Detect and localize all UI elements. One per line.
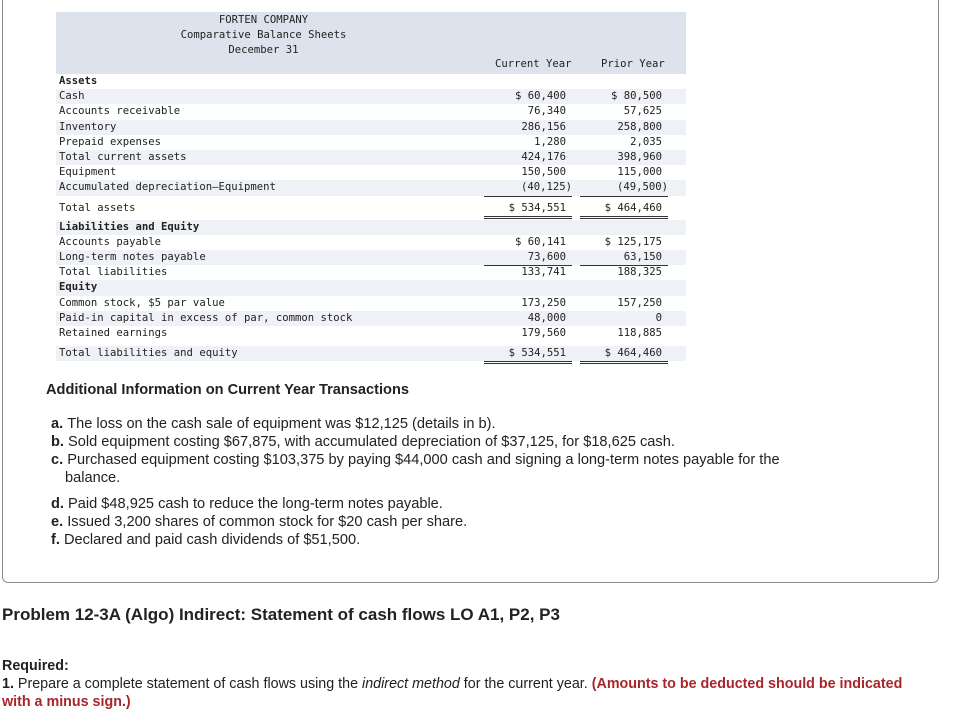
current-year-value: $ 60,141 — [514, 235, 566, 248]
additional-info-item: b. Sold equipment costing $67,875, with accumulated depreciation of $37,125, for $18,625 cash. — [51, 434, 675, 450]
row-label: Equity — [59, 281, 98, 294]
statement-title: Comparative Balance Sheets — [180, 29, 347, 41]
prior-year-value: 63,150 — [580, 250, 668, 266]
balance-sheet-row — [56, 150, 686, 165]
required-num: 1. — [2, 676, 14, 692]
required-section — [2, 657, 932, 711]
current-year-value: $ 60,400 — [514, 90, 566, 103]
balance-sheet-row — [56, 201, 686, 216]
prior-year-value: 157,250 — [617, 296, 662, 309]
row-label: Equipment — [59, 166, 117, 179]
current-year-value: 179,560 — [521, 327, 566, 339]
required-heading: Required: — [2, 658, 69, 674]
current-year-value: 76,340 — [527, 105, 566, 118]
additional-info-item: f. Declared and paid cash dividends of $51,500. — [51, 532, 361, 548]
row-label: Accumulated depreciation—Equipment — [59, 181, 276, 194]
row-label: Paid-in capital in excess of par, common stock — [59, 311, 353, 324]
row-label: Common stock, $5 par value — [59, 296, 225, 309]
required-text-after: for the current year. — [463, 676, 588, 692]
row-label: Total current assets — [59, 150, 187, 163]
row-label: Inventory — [59, 120, 117, 133]
balance-sheet-row — [56, 165, 686, 180]
additional-info-list — [46, 415, 906, 549]
balance-sheet-row — [56, 120, 686, 135]
current-year-value: 150,500 — [521, 166, 566, 179]
balance-sheet-row — [56, 296, 686, 311]
row-label: Retained earnings — [59, 327, 168, 339]
balance-sheet — [56, 12, 686, 361]
prior-year-value: 57,625 — [623, 105, 662, 118]
additional-info-item: d. Paid $48,925 cash to reduce the long-term notes payable. — [51, 496, 443, 512]
balance-sheet-row — [56, 346, 686, 361]
current-year-value: 48,000 — [527, 311, 566, 324]
row-label: Total liabilities — [59, 266, 168, 279]
col-current-year: Current Year — [495, 58, 572, 70]
balance-sheet-row — [56, 235, 686, 250]
balance-sheet-rows — [56, 74, 686, 361]
current-year-value: 73,600 — [484, 250, 572, 266]
additional-info — [46, 382, 906, 549]
row-label: Accounts payable — [59, 235, 162, 248]
balance-sheet-row — [56, 89, 686, 104]
prior-year-value: 0 — [655, 311, 662, 324]
balance-sheet-row — [56, 74, 686, 89]
statement-date: December 31 — [228, 44, 299, 56]
additional-info-item: a. The loss on the cash sale of equipment was $12,125 (details in b). — [51, 416, 496, 432]
row-label: Assets — [59, 75, 98, 87]
additional-info-heading: Additional Information on Current Year Transactions — [46, 382, 410, 398]
col-prior-year: Prior Year — [601, 58, 665, 70]
balance-sheet-row — [56, 311, 686, 326]
additional-info-item: e. Issued 3,200 shares of common stock for $20 cash per share. — [51, 514, 468, 530]
balance-sheet-row — [56, 104, 686, 119]
required-text-before: Prepare a complete statement of cash flows using the — [17, 676, 359, 692]
balance-sheet-header — [56, 12, 686, 74]
balance-sheet-row — [56, 326, 686, 341]
current-year-value: 1,280 — [484, 135, 572, 151]
row-label: Accounts receivable — [59, 105, 181, 118]
problem-title: Problem 12-3A (Algo) Indirect: Statement of cash flows LO A1, P2, P3 — [2, 605, 560, 624]
current-year-value: 173,250 — [521, 296, 566, 309]
row-label: Prepaid expenses — [59, 135, 162, 148]
additional-info-item: c. Purchased equipment costing $103,375 by paying $44,000 cash and signing a long-term notes payable for the balance. — [51, 452, 780, 486]
required-text — [2, 675, 932, 711]
prior-year-value: $ 125,175 — [604, 235, 662, 248]
prior-year-value: 398,960 — [617, 150, 662, 163]
row-label: Long-term notes payable — [59, 251, 206, 264]
current-year-value: 133,741 — [521, 266, 566, 279]
current-year-value: (40,125) — [484, 180, 572, 196]
prior-year-value: (49,500) — [580, 180, 668, 196]
prior-year-value: 118,885 — [617, 327, 662, 339]
row-label: Liabilities and Equity — [59, 220, 200, 233]
prior-year-value: 188,325 — [617, 266, 662, 279]
balance-sheet-row — [56, 250, 686, 265]
required-red-note: (Amounts to be deducted should be indicated with a minus sign.) — [2, 676, 903, 710]
current-year-value: 286,156 — [521, 120, 566, 133]
balance-sheet-row — [56, 280, 686, 295]
company-name: FORTEN COMPANY — [218, 14, 309, 26]
row-label: Cash — [59, 90, 85, 103]
balance-sheet-row — [56, 180, 686, 195]
prior-year-value: $ 80,500 — [610, 90, 662, 103]
balance-sheet-row — [56, 220, 686, 235]
balance-sheet-row — [56, 135, 686, 150]
prior-year-value: $ 464,460 — [580, 346, 668, 364]
row-label: Total assets — [59, 201, 136, 214]
prior-year-value: 258,800 — [617, 120, 662, 133]
prior-year-value: $ 464,460 — [580, 201, 668, 219]
balance-sheet-row — [56, 265, 686, 280]
row-label: Total liabilities and equity — [59, 347, 238, 360]
prior-year-value: 2,035 — [580, 135, 668, 151]
prior-year-value: 115,000 — [617, 166, 662, 179]
current-year-value: $ 534,551 — [484, 201, 572, 219]
current-year-value: 424,176 — [521, 150, 566, 163]
current-year-value: $ 534,551 — [484, 346, 572, 364]
required-italic: indirect method — [362, 676, 460, 692]
